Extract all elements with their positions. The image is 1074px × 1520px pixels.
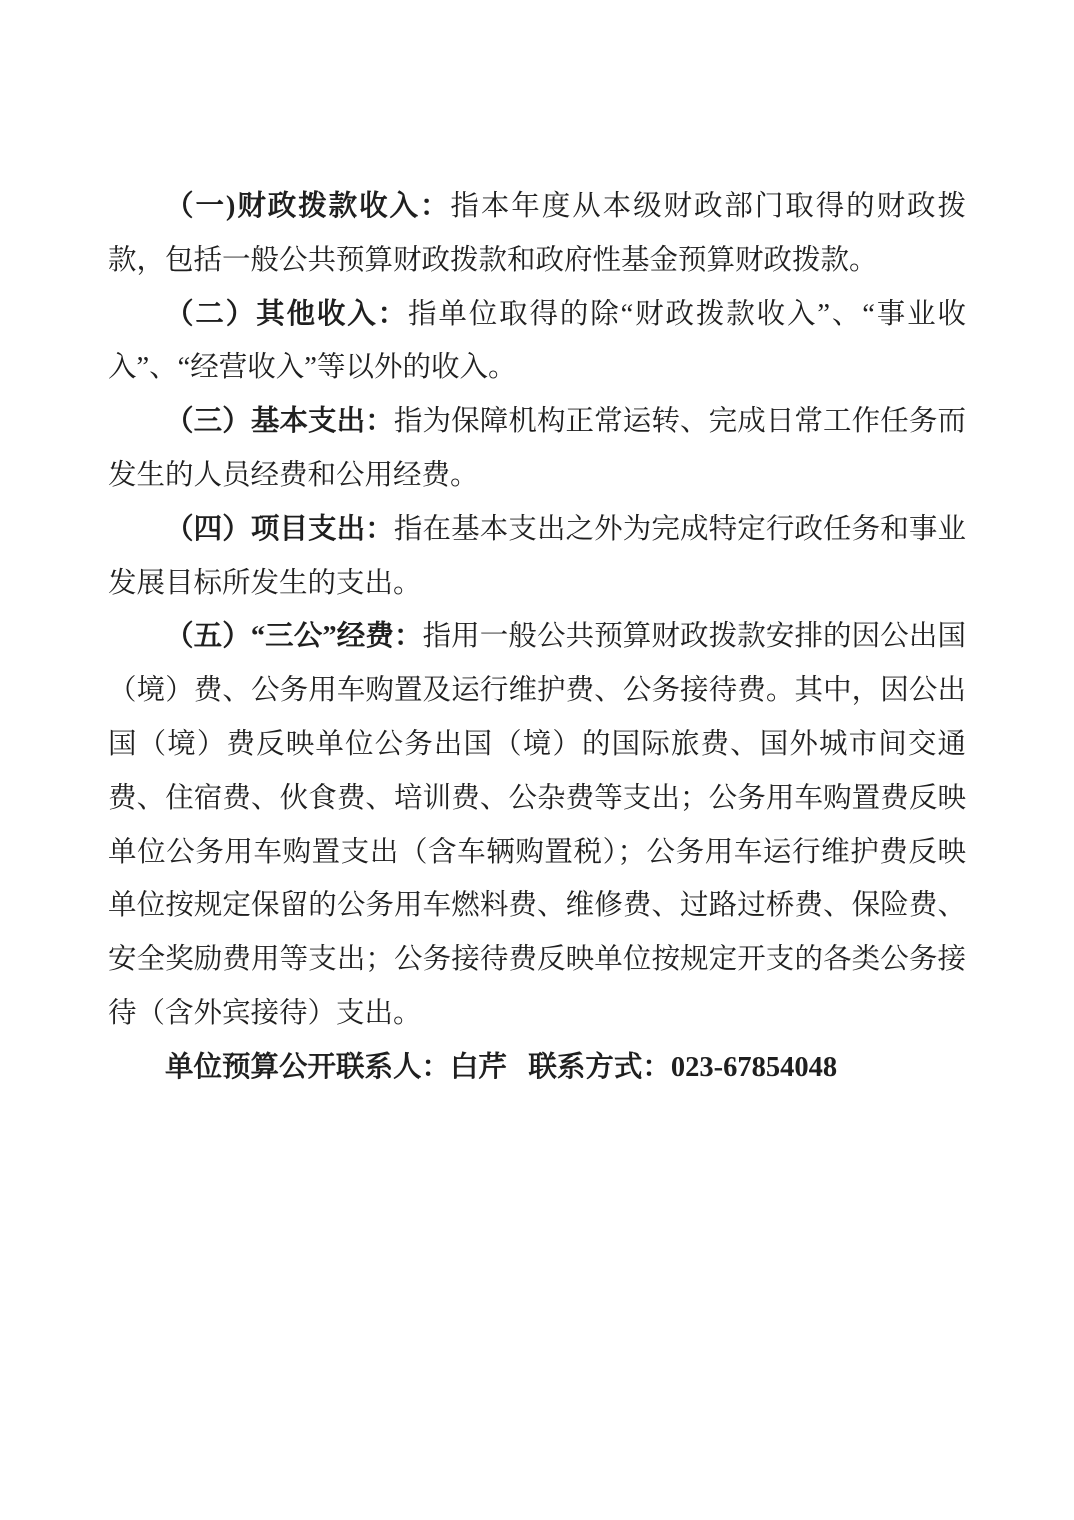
paragraph-fiscal-appropriation-income bbox=[108, 180, 966, 288]
term-label-three-public-funds: （五）“三公”经费： bbox=[165, 621, 423, 653]
term-definition-fiscal-appropriation-income: 指本年度从本级财政部门取得的财政拨款，包括一般公共预算财政拨款和政府性基金预算财政拨款。 bbox=[108, 191, 966, 276]
paragraph-project-expenditure bbox=[108, 503, 966, 611]
term-label-fiscal-appropriation-income: （一)财政拨款收入： bbox=[165, 191, 451, 222]
contact-phone: 023-67854048 bbox=[670, 1051, 838, 1083]
paragraph-three-public-funds bbox=[108, 610, 966, 1040]
contact-line bbox=[108, 1041, 966, 1095]
term-label-other-income: （二）其他收入： bbox=[165, 298, 408, 330]
term-definition-other-income: 指单位取得的除“财政拨款收入”、“事业收入”、“经营收入”等以外的收入。 bbox=[108, 298, 966, 384]
contact-name: 白芹 bbox=[450, 1051, 508, 1083]
contact-method-label: 联系方式： bbox=[528, 1051, 671, 1083]
term-label-basic-expenditure: （三）基本支出： bbox=[165, 406, 394, 438]
document-body bbox=[108, 180, 966, 1095]
term-definition-basic-expenditure: 指为保障机构正常运转、完成日常工作任务而发生的人员经费和公用经费。 bbox=[108, 406, 966, 491]
term-label-project-expenditure: （四）项目支出： bbox=[165, 513, 394, 545]
term-definition-three-public-funds: 指用一般公共预算财政拨款安排的因公出国（境）费、公务用车购置及运行维护费、公务接待费。其中，因公出国（境）费反映单位公务出国（境）的国际旅费、国外城市间交通费、住宿费、伙食费、培训费、公杂费等支出；公务用车购置费反映单位公务用车购置支出（含车辆购置税）；公务用车运行维护费反映单位按规定保留的公务用车燃料费、维修费、过路过桥费、保险费、安全奖励费用等支出；公务接待费反映单位按规定开支的各类公务接待（含外宾接待）支出。 bbox=[108, 621, 966, 1029]
paragraph-other-income bbox=[108, 288, 966, 396]
paragraph-basic-expenditure bbox=[108, 395, 966, 503]
term-definition-project-expenditure: 指在基本支出之外为完成特定行政任务和事业发展目标所发生的支出。 bbox=[108, 513, 966, 599]
contact-label: 单位预算公开联系人： bbox=[165, 1051, 451, 1083]
